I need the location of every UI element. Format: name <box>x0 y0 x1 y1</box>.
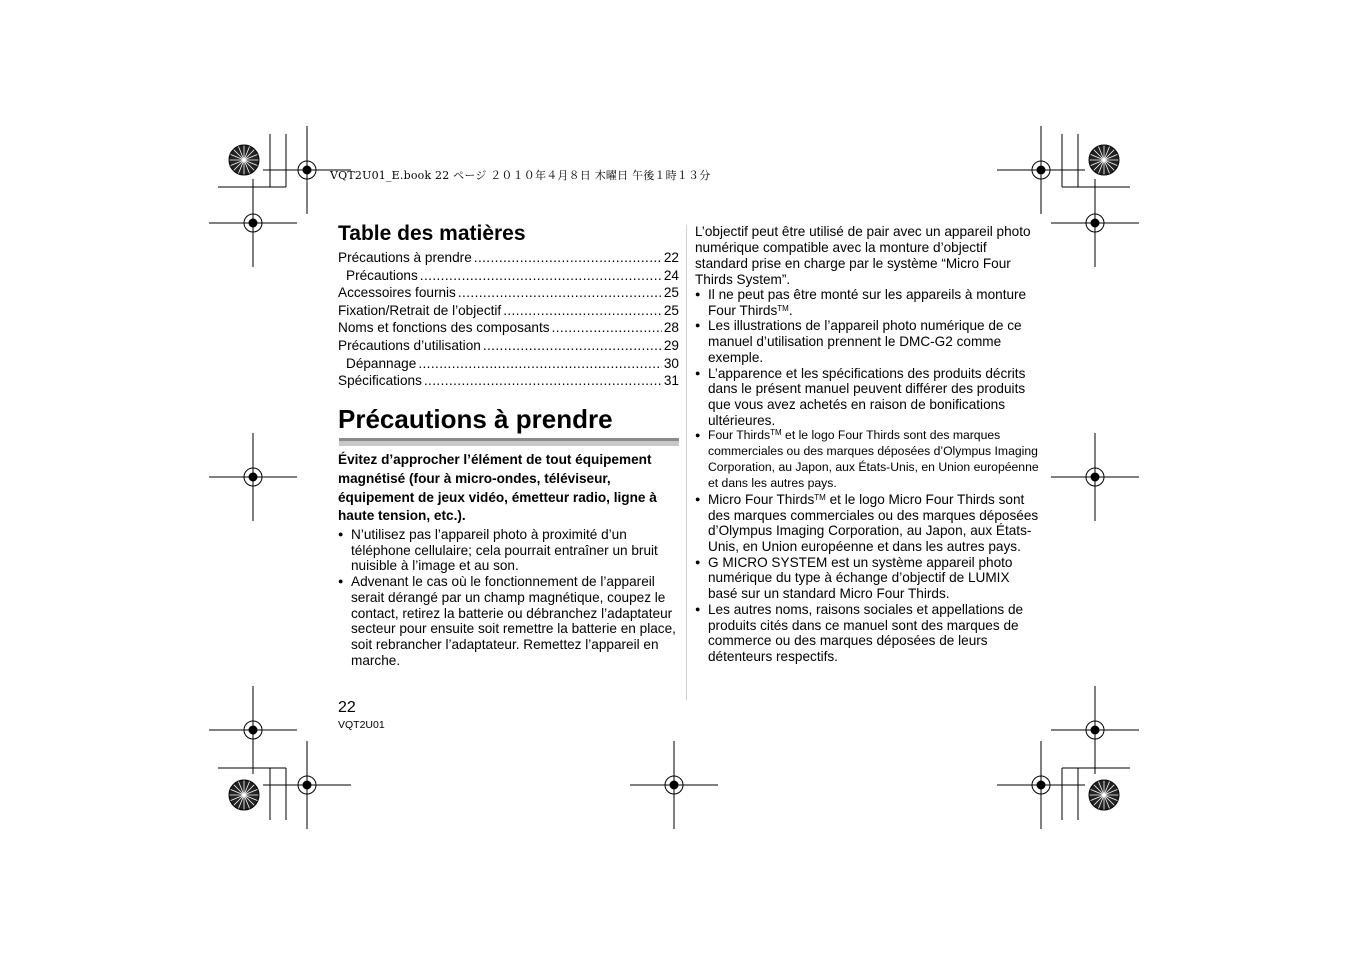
toc-leader <box>503 302 662 320</box>
registration-mark <box>209 686 297 774</box>
toc-entry-label: Dépannage <box>346 355 417 371</box>
toc-title: Table des matières <box>338 222 526 245</box>
registration-star-top-left <box>229 145 259 175</box>
toc-entry-label: Accessoires fournis <box>338 285 456 301</box>
registration-mark <box>997 126 1085 214</box>
list-item: ● N’utilisez pas l’appareil photo à proximité d’un téléphone cellulaire; cela pourrait entraîner un bruit nuisible à l’image et au son. <box>338 527 683 574</box>
list-item: ● L’apparence et les spécifications des produits décrits dans le présent manuel peuvent différer des produits que vous avez achetés en raison de bonifications ultérieures. <box>695 366 1040 429</box>
warning-text: Évitez d’approcher l’élément de tout équipement magnétisé (four à micro-ondes, téléviseur, équipement de jeux vidéo, émetteur radio, ligne à haute tension, etc.). <box>338 452 657 524</box>
toc-entry[interactable] <box>338 284 679 302</box>
toc-leader <box>474 249 662 267</box>
registration-star-top-right <box>1089 145 1119 175</box>
trademark-mark: TM <box>814 492 826 502</box>
toc-entry-page: 25 <box>663 302 679 318</box>
toc-entry-label: Spécifications <box>338 373 422 389</box>
toc-entry-page: 30 <box>663 355 679 371</box>
toc-leader <box>420 267 662 285</box>
print-info-header: VQT2U01_E.book 22 ページ ２０１０年４月８日 木曜日 午後１時１３分 <box>330 169 711 182</box>
list-item <box>695 492 1040 555</box>
registration-mark <box>630 741 718 829</box>
registration-star-bottom-right <box>1089 780 1119 810</box>
toc-entry-label: Fixation/Retrait de l’objectif <box>338 302 502 318</box>
section-title: Précautions à prendre <box>338 404 613 434</box>
toc-entry-page: 29 <box>663 337 679 353</box>
toc-entry-page: 22 <box>663 250 679 265</box>
list-item: ● G MICRO SYSTEM est un système appareil photo numérique du type à échange d’objectif de LUMIX basé sur un standard Micro Four Thirds. <box>695 555 1040 602</box>
toc-entry[interactable] <box>338 355 679 373</box>
section-title-rule <box>339 438 679 446</box>
column-divider <box>686 225 687 700</box>
toc-leader <box>424 372 662 390</box>
document-code: VQT2U01 <box>338 719 385 731</box>
note-text: . <box>788 302 793 318</box>
toc-entry-page: 25 <box>663 285 679 301</box>
table-of-contents <box>338 249 679 390</box>
precautions-list <box>338 527 683 668</box>
toc-entry[interactable] <box>338 372 679 390</box>
registration-mark <box>1051 179 1139 267</box>
page-number: 22 <box>338 699 356 716</box>
note-text: Four Thirds <box>708 428 771 443</box>
notes-list <box>695 287 1040 665</box>
toc-entry[interactable] <box>338 249 679 267</box>
toc-entry-label: Noms et fonctions des composants <box>338 320 550 336</box>
registration-star-bottom-left <box>229 780 259 810</box>
intro-paragraph: L’objectif peut être utilisé de pair avec un appareil photo numérique compatible avec la monture d’objectif standard prise en charge par le système “Micro Four Thirds System”. <box>695 224 1031 287</box>
toc-leader <box>483 337 662 355</box>
toc-entry[interactable] <box>338 337 679 355</box>
toc-leader <box>458 284 662 302</box>
list-item: ● Les illustrations de l’appareil photo numérique de ce manuel d’utilisation prennent le DMC-G2 comme exemple. <box>695 318 1040 365</box>
toc-entry[interactable] <box>338 319 679 337</box>
registration-mark <box>1051 433 1139 521</box>
note-text: Il ne peut pas être monté sur les appareils à monture Four Thirds <box>708 287 1027 318</box>
registration-mark <box>997 741 1085 829</box>
registration-mark <box>263 741 351 829</box>
toc-entry-label: Précautions d’utilisation <box>338 337 481 353</box>
trademark-mark: TM <box>770 428 782 438</box>
toc-entry-page: 24 <box>663 267 679 283</box>
registration-mark <box>209 433 297 521</box>
toc-entry-page: 31 <box>663 373 679 389</box>
toc-entry-label: Précautions <box>346 267 418 283</box>
list-item <box>695 428 1040 492</box>
trademark-mark: TM <box>777 303 789 313</box>
note-text: et le logo Four Thirds sont des marques commerciales ou des marques déposées d’Olympus Imaging Corporation, au Japon, aux États-Unis, en Union européenne et dans les autres pays. <box>708 428 1039 491</box>
toc-entry-page: 28 <box>663 320 679 336</box>
toc-entry[interactable] <box>338 302 679 320</box>
note-text: Micro Four Thirds <box>708 491 815 507</box>
registration-mark <box>1051 686 1139 774</box>
toc-entry-label: Précautions à prendre <box>338 250 472 265</box>
list-item <box>695 287 1040 318</box>
toc-leader <box>418 355 662 373</box>
toc-leader <box>552 319 662 337</box>
list-item: ● Les autres noms, raisons sociales et appellations de produits cités dans ce manuel sont des marques de commerce ou des marques déposées de leurs détenteurs respectifs. <box>695 602 1040 665</box>
toc-entry[interactable] <box>338 267 679 285</box>
list-item: ● Advenant le cas où le fonctionnement de l’appareil serait dérangé par un champ magnétique, coupez le contact, retirez la batterie ou débranchez l’adaptateur secteur pour ensuite soit remettre la batterie en place, soit rebrancher l’adaptateur. Remettez l’appareil en marche. <box>338 574 683 668</box>
registration-mark <box>209 179 297 267</box>
note-text: et le logo Micro Four Thirds sont des marques commerciales ou des marques déposées d’Olympus Imaging Corporation, au Japon, aux États-Unis, en Union européenne et dans les autres pays. <box>708 491 1039 555</box>
